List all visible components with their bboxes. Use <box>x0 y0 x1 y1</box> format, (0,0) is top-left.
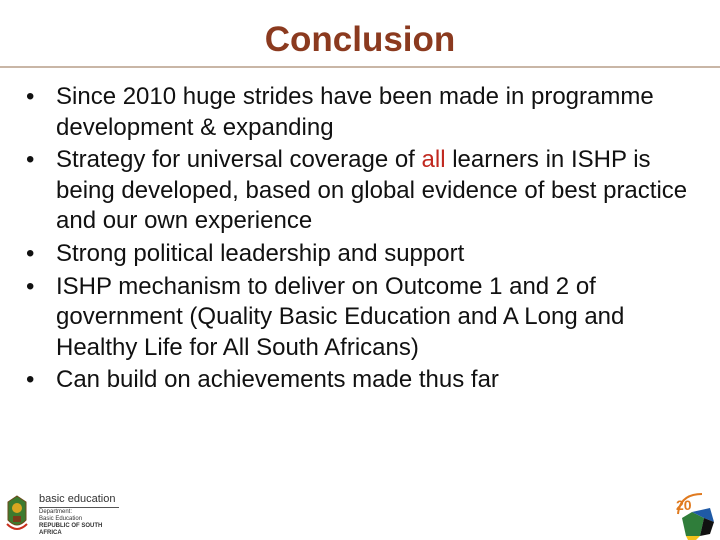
bullet-item <box>26 145 706 237</box>
anniversary-logo-icon <box>670 488 720 540</box>
title-divider <box>0 66 720 68</box>
logo-line: Department: <box>39 509 73 515</box>
coat-of-arms-icon <box>4 494 30 534</box>
bullet-item <box>26 82 706 143</box>
bullet-text-continued: learners in ISHP is being developed, based on global evidence of best practice and our own experience <box>56 146 688 235</box>
bullet-text: Strong political leadership and support <box>56 239 465 267</box>
bullet-item <box>26 239 706 270</box>
bullet-item <box>26 365 706 396</box>
bullet-text: Strategy for universal coverage of <box>56 146 422 174</box>
anniversary-number: 20 <box>676 497 692 513</box>
logo-title: basic education <box>39 493 116 505</box>
highlighted-word: all <box>421 146 446 174</box>
bullet-dot: • <box>26 366 35 394</box>
logo-divider <box>39 507 119 508</box>
bullet-dot: • <box>26 146 35 174</box>
bullet-list <box>26 82 706 398</box>
bullet-text: Can build on achievements made thus far <box>56 366 499 394</box>
slide-title: Conclusion <box>264 20 456 59</box>
bullet-dot: • <box>26 239 35 267</box>
bullet-item <box>26 272 706 364</box>
department-logo <box>0 490 122 538</box>
logo-line: Basic Education <box>39 516 83 522</box>
bullet-dot: • <box>26 272 35 300</box>
logo-subtitle <box>39 509 123 537</box>
logo-line: REPUBLIC OF SOUTH AFRICA <box>39 523 103 536</box>
bullet-dot: • <box>26 83 35 110</box>
bullet-text: ISHP mechanism to deliver on Outcome 1 and 2 of government (Quality Basic Education and A Long and Healthy Life for All South Africans) <box>56 272 625 361</box>
bullet-text: Since 2010 huge strides have been made in programme development & expanding <box>56 83 654 141</box>
